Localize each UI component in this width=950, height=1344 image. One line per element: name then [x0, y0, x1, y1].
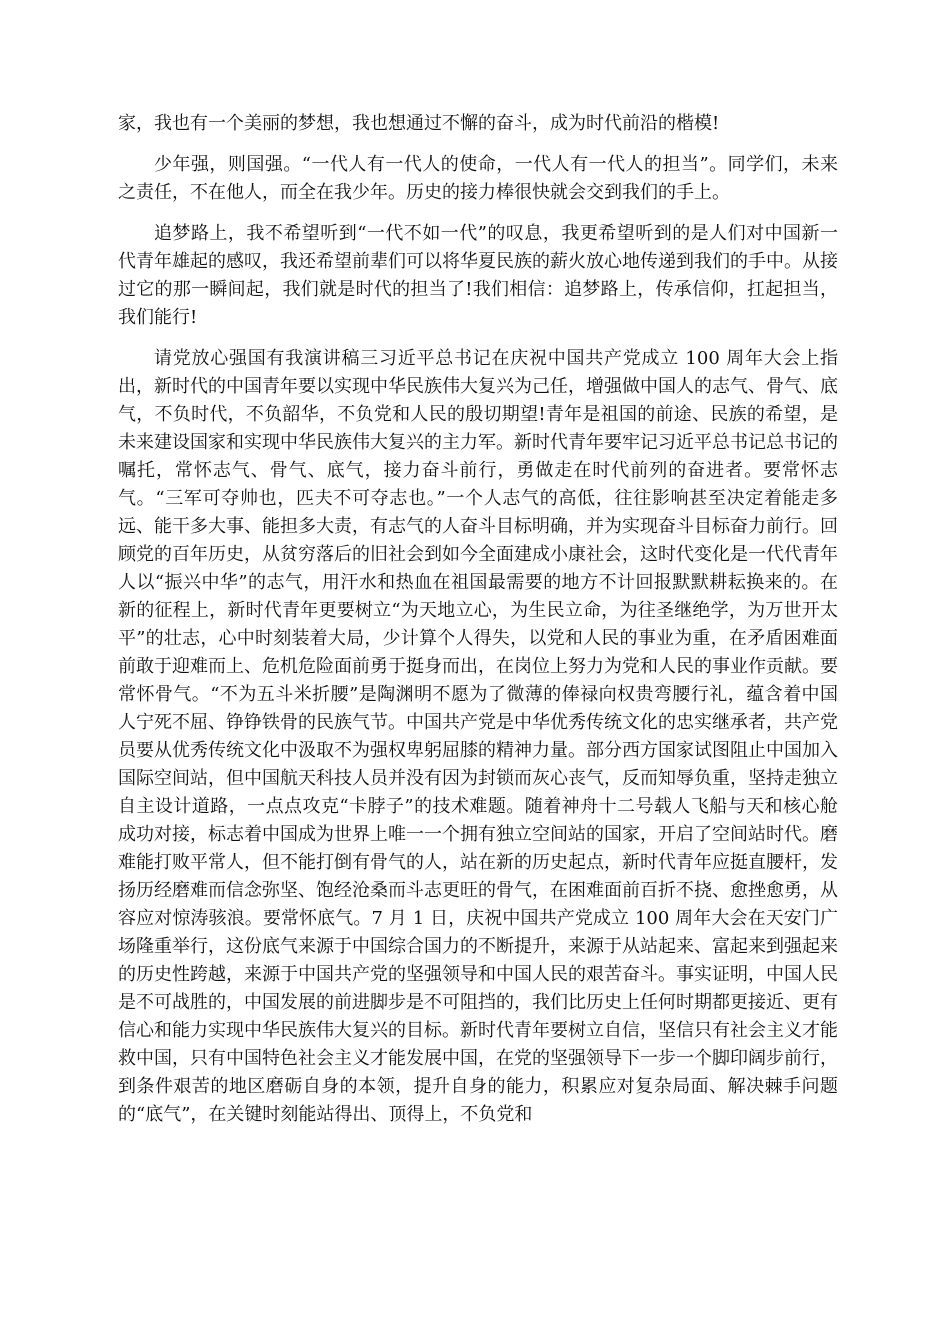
- paragraph-4: 请党放心强国有我演讲稿三习近平总书记在庆祝中国共产党成立 100 周年大会上指出，新时代的中国青年要以实现中华民族伟大复兴为己任，增强做中国人的志气、骨气、底气，不负时代，不负韶华，不负党和人民的殷切期望!青年是祖国的前途、民族的希望，是未来建设国家和实现中华民族伟大复兴的主力军。新时代青年要牢记习近平总书记总书记的嘱托，常怀志气、骨气、底气，接力奋斗前行，勇做走在时代前列的奋进者。要常怀志气。“三军可夺帅也，匹夫不可夺志也。”一个人志气的高低，往往影响甚至决定着能走多远、能干多大事、能担多大责，有志气的人奋斗目标明确，并为实现奋斗目标奋力前行。回顾党的百年历史，从贫穷落后的旧社会到如今全面建成小康社会，这时代变化是一代代青年人以“振兴中华”的志气，用汗水和热血在祖国最需要的地方不计回报默默耕耘换来的。在新的征程上，新时代青年更要树立“为天地立心，为生民立命，为往圣继绝学，为万世开太平”的壮志，心中时刻装着大局，少计算个人得失，以党和人民的事业为重，在矛盾困难面前敢于迎难而上、危机危险面前勇于挺身而出，在岗位上努力为党和人民的事业作贡献。要常怀骨气。“不为五斗米折腰”是陶渊明不愿为了微薄的俸禄向权贵弯腰行礼，蕴含着中国人宁死不屈、铮铮铁骨的民族气节。中国共产党是中华优秀传统文化的忠实继承者，共产党员要从优秀传统文化中汲取不为强权卑躬屈膝的精神力量。部分西方国家试图阻止中国加入国际空间站，但中国航天科技人员并没有因为封锁而灰心丧气，反而知辱负重，坚持走独立自主设计道路，一点点攻克“卡脖子”的技术难题。随着神舟十二号载人飞船与天和核心舱成功对接，标志着中国成为世界上唯一一个拥有独立空间站的国家，开启了空间站时代。磨难能打败平常人，但不能打倒有骨气的人，站在新的历史起点，新时代青年应挺直腰杆，发扬历经磨难而信念弥坚、饱经沧桑而斗志更旺的骨气，在困难面前百折不挠、愈挫愈勇，从容应对惊涛骇浪。要常怀底气。7 月 1 日，庆祝中国共产党成立 100 周年大会在天安门广场隆重举行，这份底气来源于中国综合国力的不断提升，来源于从站起来、富起来到强起来的历史性跨越，来源于中国共产党的坚强领导和中国人民的艰苦奋斗。事实证明，中国人民是不可战胜的，中国发展的前进脚步是不可阻挡的，我们比历史上任何时期都更接近、更有信心和能力实现中华民族伟大复兴的目标。新时代青年要树立自信，坚信只有社会主义才能救中国，只有中国特色社会主义才能发展中国，在党的坚强领导下一步一个脚印阔步前行，到条件艰苦的地区磨砺自身的本领，提升自身的能力，积累应对复杂局面、解决棘手问题的“底气”，在关键时刻能站得出、顶得上，不负党和: [118, 348, 838, 1125]
- paragraph-2: 少年强，则国强。“一代人有一代人的使命，一代人有一代人的担当”。同学们，未来之责任，不在他人，而全在我少年。历史的接力棒很快就会交到我们的手上。: [118, 154, 838, 203]
- paragraph-3: 追梦路上，我不希望听到“一代不如一代”的叹息，我更希望听到的是人们对中国新一代青年雄起的感叹，我还希望前辈们可以将华夏民族的薪火放心地传递到我们的手中。从接过它的那一瞬间起，我们就是时代的担当了!我们相信：追梦路上，传承信仰，扛起担当，我们能行!: [118, 223, 838, 328]
- document-page: [118, 110, 838, 1142]
- paragraph-1: 家，我也有一个美丽的梦想，我也想通过不懈的奋斗，成为时代前沿的楷模!: [118, 113, 720, 134]
